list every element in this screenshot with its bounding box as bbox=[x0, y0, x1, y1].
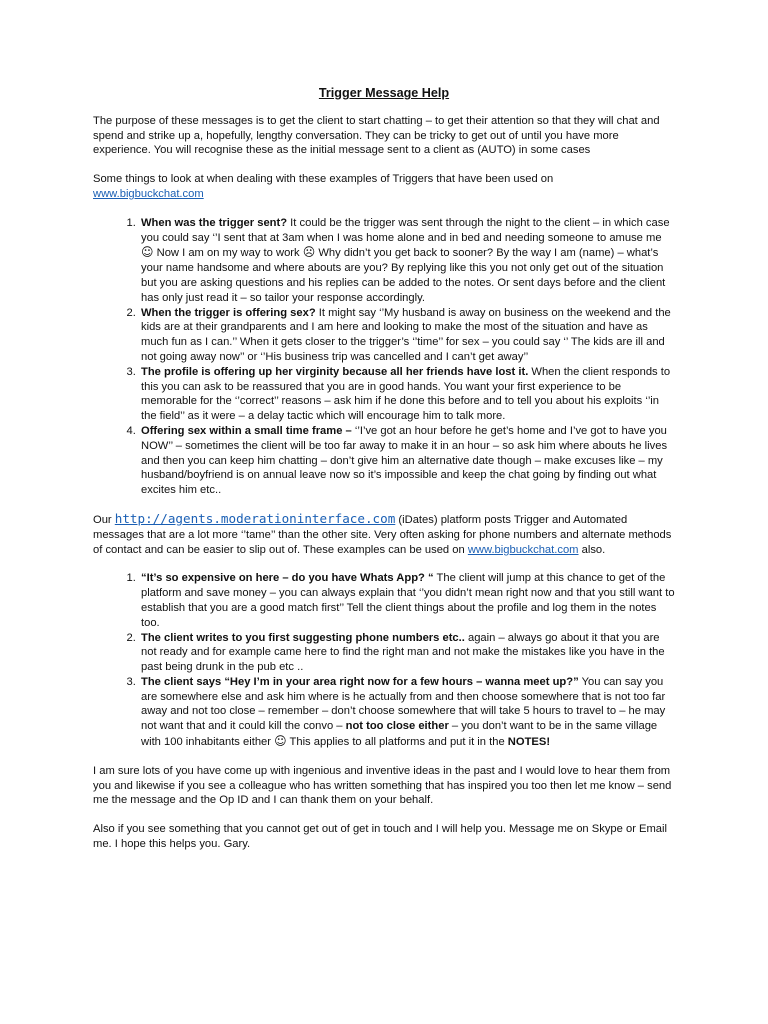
list-item: 1. When was the trigger sent? It could be the trigger was sent through the night to the client – in which case you could say ‘’I sent that at 3am when I was home alone and in bed and needing someone to amuse me ☺ Now I am on my way to work ☹ Why didn’t you get back to sooner? By the way I am (name) – what’s your name handsome and where abouts are you? By replying like this you not only get out of the situation but you are asking questions and his replies can be added to the notes. Or sent days before and the client has only just read it – so tailor your response accordingly. bbox=[139, 216, 675, 306]
smiley-face-icon: ☺ bbox=[141, 245, 154, 260]
closing-paragraph-1: I am sure lots of you have come up with ingenious and inventive ideas in the past and I would love to hear them from you and likewise if you see a colleague who has written something that has inspired you too then let me know – send me the message and the Op ID and I can thank them on your behalf. bbox=[93, 764, 672, 807]
bigbuckchat-link-2[interactable]: www.bigbuckchat.com bbox=[467, 543, 579, 556]
client-scenarios-list bbox=[93, 571, 675, 750]
sad-face-icon: ☹ bbox=[302, 245, 316, 260]
smiley-face-icon: ☺ bbox=[274, 734, 287, 749]
bigbuckchat-link[interactable]: www.bigbuckchat.com bbox=[93, 187, 204, 200]
list-item: 2. When the trigger is offering sex? It might say ‘’My husband is away on business on the weekend and the kids are at their grandparents and I am here and looking to make the most of the situation and have as much fun as I can.’’ When it gets closer to the trigger’s ‘’time’’ for sex – you could say ‘’ The kids are ill and not going away now’’ or ‘’His business trip was cancelled and I can’t get away’’ bbox=[139, 306, 675, 365]
platform-paragraph: Our http://agents.moderationinterface.com (iDates) platform posts Trigger and Automated messages that are a lot more ‘’tame’’ than the other site. Very often asking for phone numbers and alternate methods of contact and can be easier to slip out of. These examples can be used on www.bigbuckchat.com also. bbox=[93, 510, 672, 556]
trigger-tips-list bbox=[93, 216, 675, 498]
list-item: 4. Offering sex within a small time frame – ‘’I’ve got an hour before he get’s home and I’ve got to have you NOW’’ – sometimes the client will be too far away to make it in an hour – so ask him where abouts he lives and then you can keep him chatting – don’t give him an alternative date though – make excuses like – my husband/boyfriend is on annual leave now so it’s impossible and keep the chat going by finding out what excites him etc.. bbox=[139, 424, 675, 498]
things-intro-paragraph bbox=[93, 172, 675, 202]
document-title: Trigger Message Help bbox=[318, 86, 450, 100]
list-item: 1. “It’s so expensive on here – do you have Whats App? “ The client will jump at this chance to get of the platform and save money – you can always explain that ‘’you didn’t mean right now and that you still want to establish that you are a good match first’’ Tell the client things about the profile and log them in the notes too. bbox=[139, 571, 675, 630]
intro-paragraph: The purpose of these messages is to get the client to start chatting – to get their attention so that they will chat and spend and strike up a, hopefully, lengthy conversation. They can be tricky to get out of until you have more experience. You will recognise these as the initial message sent to a client as (AUTO) in some cases bbox=[93, 114, 660, 157]
list-item: 3. The profile is offering up her virginity because all her friends have lost it. When the client responds to this you can ask to be reassured that you are in good hands. You want your first experience to be memorable for the ‘’correct’’ reasons – ask him if he done this before and to tell you about his exploits ‘’in the field’’ as it were – a delay tactic which will encourage him to talk more. bbox=[139, 365, 675, 424]
list-item: 2. The client writes to you first suggesting phone numbers etc.. again – always go about it that you are not ready and for example came here to find the right man and not make the mistakes like you have in the past being drunk in the pub etc .. bbox=[139, 631, 675, 675]
things-intro-text: Some things to look at when dealing with these examples of Triggers that have been used on bbox=[93, 173, 554, 186]
list-item: 3. The client says “Hey I’m in your area right now for a few hours – wanna meet up?” You can say you are somewhere else and ask him where is he actually from and then choose somewhere that is not too far away and not too close – remember – don’t choose somewhere that will take 5 hours to travel to – he may not want that and it could kill the convo – not too close either – you don’t want to be in the same village with 100 inhabitants either ☺ This applies to all platforms and put it in the NOTES! bbox=[139, 675, 675, 750]
moderation-interface-link[interactable]: http://agents.moderationinterface.com bbox=[114, 510, 396, 526]
document-page bbox=[93, 86, 675, 866]
closing-paragraph-2: Also if you see something that you cannot get out of get in touch and I will help you. Message me on Skype or Email me. I hope this helps you. Gary. bbox=[93, 823, 667, 851]
